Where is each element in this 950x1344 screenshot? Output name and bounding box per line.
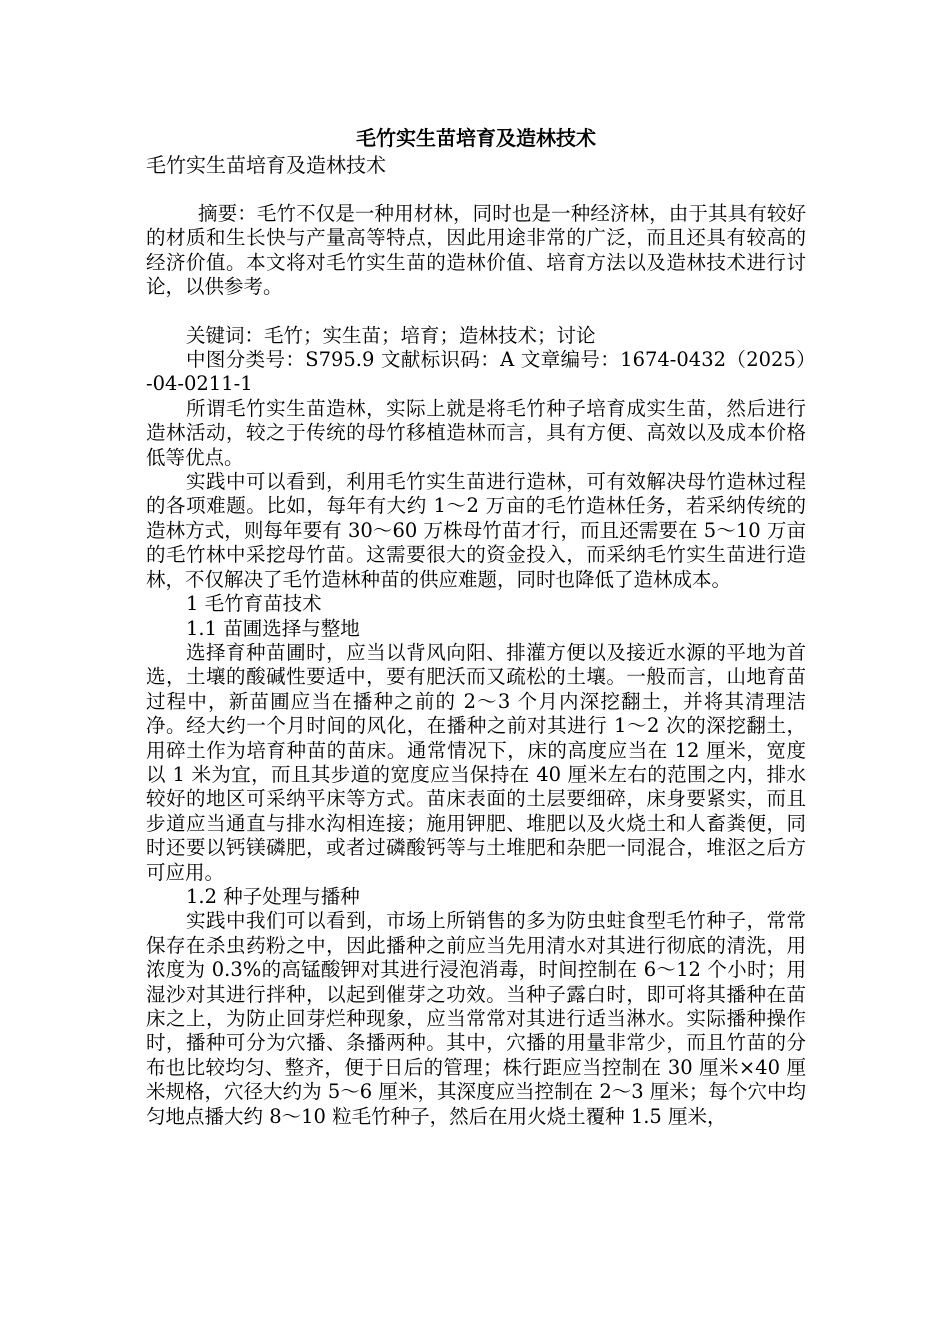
section-heading-1-1: 1.1 苗圃选择与整地 <box>186 616 360 640</box>
body-paragraph-practice: 实践中可以看到，利用毛竹实生苗进行造林，可有效解决母竹造林过程的各项难题。比如，每年有大约 1～2 万亩的毛竹造林任务，若采纳传统的造林方式，则每年要有 30～60 万株母竹苗才行，而且还需要在 5～10 万亩的毛竹林中采挖母竹苗。这需要很大的资金投入，而采纳毛竹实生苗进行造林，不仅解决了毛竹造林种苗的供应难题，同时也降低了造林成本。 <box>146 470 806 591</box>
abstract-paragraph: 摘要：毛竹不仅是一种用材林，同时也是一种经济林，由于其具有较好的材质和生长快与产量高等特点，因此用途非常的广泛，而且还具有较高的经济价值。本文将对毛竹实生苗的造林价值、培育方法以及造林技术进行讨论，以供参考。 <box>146 202 806 299</box>
body-paragraph-intro: 所谓毛竹实生苗造林，实际上就是将毛竹种子培育成实生苗，然后进行造林活动，较之于传统的母竹移植造林而言，具有方便、高效以及成本价格低等优点。 <box>146 396 806 469</box>
keywords-line: 关键词：毛竹；实生苗；培育；造林技术；讨论 <box>186 323 596 347</box>
body-paragraph-nursery: 选择育种苗圃时，应当以背风向阳、排灌方便以及接近水源的平地为首选，土壤的酸碱性要适中，要有肥沃而又疏松的土壤。一般而言，山地育苗过程中，新苗圃应当在播种之前的 2～3 个月内深挖翻土，并将其清理洁净。经大约一个月时间的风化，在播种之前对其进行 1～2 次的深挖翻土，用碎土作为培育种苗的苗床。通常情况下，床的高度应当在 12 厘米，宽度以 1 米为宜，而且其步道的宽度应当保持在 40 厘米左右的范围之内，排水较好的地区可采纳平床等方式。苗床表面的土层要细碎，床身要紧实，而且步道应当通直与排水沟相连接；施用钾肥、堆肥以及火烧土和人畜粪便，同时还要以钙镁磷肥，或者过磷酸钙等与土堆肥和杂肥一同混合，堆沤之后方可应用。 <box>146 640 806 884</box>
section-heading-1-2: 1.2 种子处理与播种 <box>186 884 360 908</box>
section-heading-1: 1 毛竹育苗技术 <box>186 592 322 616</box>
document-subtitle: 毛竹实生苗培育及造林技术 <box>146 153 386 177</box>
document-title: 毛竹实生苗培育及造林技术 <box>356 126 596 150</box>
classification-line: 中图分类号：S795.9 文献标识码：A 文章编号：1674-0432（2025）-04-0211-1 <box>146 348 806 396</box>
section-spacer <box>146 300 806 324</box>
body-paragraph-seed: 实践中我们可以看到，市场上所销售的多为防虫蛀食型毛竹种子，常常保存在杀虫药粉之中，因此播种之前应当先用清水对其进行彻底的清洗，用浓度为 0.3%的高锰酸钾对其进行浸泡消毒，时间控制在 6～12 个小时；用湿沙对其进行拌种，以起到催芽之功效。当种子露白时，即可将其播种在苗床之上，为防止回芽烂种现象，应当常常对其进行适当淋水。实际播种操作时，播种可分为穴播、条播两种。其中，穴播的用量非常少，而且竹苗的分布也比较均匀、整齐，便于日后的管理；株行距应当控制在 30 厘米×40 厘米规格，穴径大约为 5～6 厘米，其深度应当控制在 2～3 厘米；每个穴中均匀地点播大约 8～10 粒毛竹种子，然后在用火烧土覆种 1.5 厘米， <box>146 909 806 1128</box>
document-body <box>146 124 806 1129</box>
